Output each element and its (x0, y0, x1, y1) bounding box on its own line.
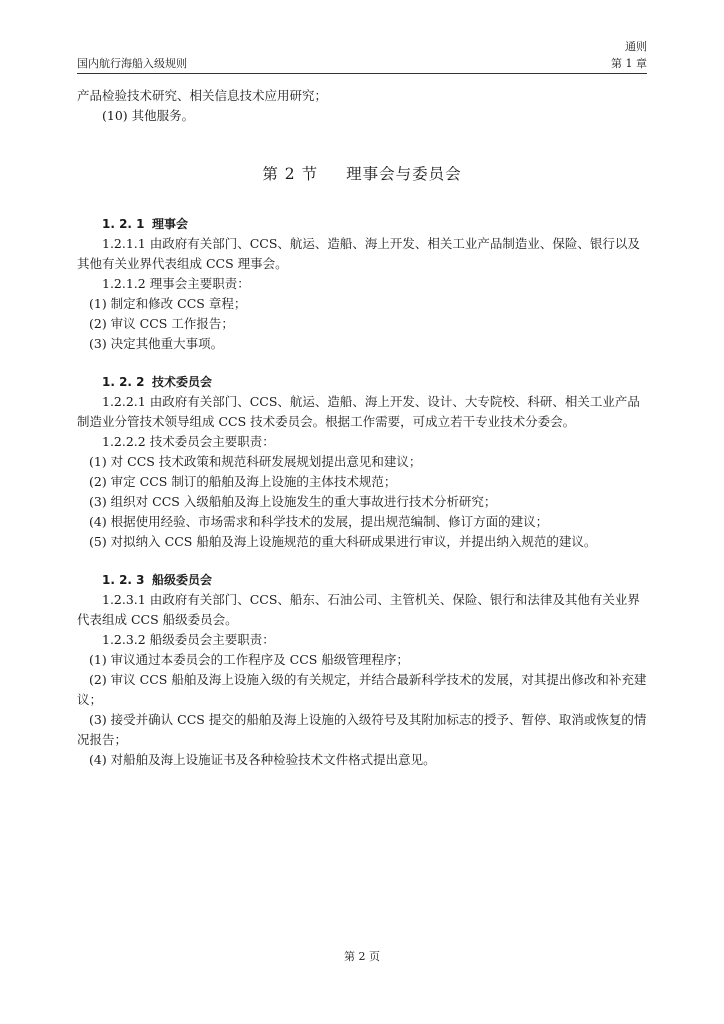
subsection-number: 1. 2. 1 (102, 217, 145, 231)
header-chapter-title: 通则 (625, 40, 647, 53)
subsection-heading-technical-committee (77, 372, 647, 392)
list-item: (4) 对船舶及海上设施证书及各种检验技术文件格式提出意见。 (89, 752, 436, 767)
section-title (77, 164, 647, 184)
list-item: (4) 根据使用经验、市场需求和科学技术的发展，提出规范编制、修订方面的建议； (89, 514, 549, 529)
header-book-title: 国内航行海船入级规则 (77, 57, 187, 70)
list-item: (2) 审议 CCS 船舶及海上设施入级的有关规定，并结合最新科学技术的发展，对其提出修改和补充建议； (77, 672, 647, 707)
list-item: (3) 组织对 CCS 入级船舶及海上设施发生的重大事故进行技术分析研究； (89, 494, 497, 509)
subsection-title: 船级委员会 (152, 573, 213, 587)
page-number: 第 2 页 (344, 950, 380, 963)
clause-paragraph: 1.2.3.2 船级委员会主要职责： (102, 632, 275, 647)
section-name: 理事会与委员会 (346, 165, 462, 183)
clause-paragraph: 1.2.2.1 由政府有关部门、CCS、航运、造船、海上开发、设计、大专院校、科研、相关工业产品制造业分管技术领导组成 CCS 技术委员会。根据工作需要，可成立若干专业技术分委会。 (77, 394, 640, 429)
intro-item: (10) 其他服务。 (102, 108, 195, 123)
clause-paragraph: 1.2.1.1 由政府有关部门、CCS、航运、造船、海上开发、相关工业产品制造业、保险、银行以及其他有关业界代表组成 CCS 理事会。 (77, 236, 640, 271)
subsection-title: 理事会 (152, 217, 189, 231)
header-rule (77, 73, 647, 74)
subsection-number: 1. 2. 2 (102, 375, 145, 389)
list-item: (1) 制定和修改 CCS 章程； (89, 296, 247, 311)
subsection-number: 1. 2. 3 (102, 573, 145, 587)
list-item: (1) 对 CCS 技术政策和规范科研发展规划提出意见和建议； (89, 454, 422, 469)
list-item: (3) 接受并确认 CCS 提交的船舶及海上设施的入级符号及其附加标志的授予、暂停、取消或恢复的情况报告； (77, 712, 647, 747)
list-item: (2) 审议 CCS 工作报告； (89, 316, 234, 331)
intro-line: 产品检验技术研究、相关信息技术应用研究； (77, 88, 328, 103)
section-number: 第 2 节 (262, 165, 319, 183)
list-item: (5) 对拟纳入 CCS 船舶及海上设施规范的重大科研成果进行审议，并提出纳入规范的建议。 (89, 534, 597, 549)
clause-paragraph: 1.2.1.2 理事会主要职责： (102, 276, 250, 291)
subsection-heading-council (77, 214, 647, 234)
clause-paragraph: 1.2.2.2 技术委员会主要职责： (102, 434, 275, 449)
list-item: (2) 审定 CCS 制订的船舶及海上设施的主体技术规范； (89, 474, 397, 489)
clause-paragraph: 1.2.3.1 由政府有关部门、CCS、船东、石油公司、主管机关、保险、银行和法律及其他有关业界代表组成 CCS 船级委员会。 (77, 592, 640, 627)
header-chapter-number: 第 1 章 (611, 57, 647, 70)
subsection-heading-classification-committee (77, 570, 647, 590)
subsection-title: 技术委员会 (152, 375, 213, 389)
document-body (77, 86, 647, 770)
list-item: (1) 审议通过本委员会的工作程序及 CCS 船级管理程序； (89, 652, 409, 667)
list-item: (3) 决定其他重大事项。 (89, 336, 224, 351)
